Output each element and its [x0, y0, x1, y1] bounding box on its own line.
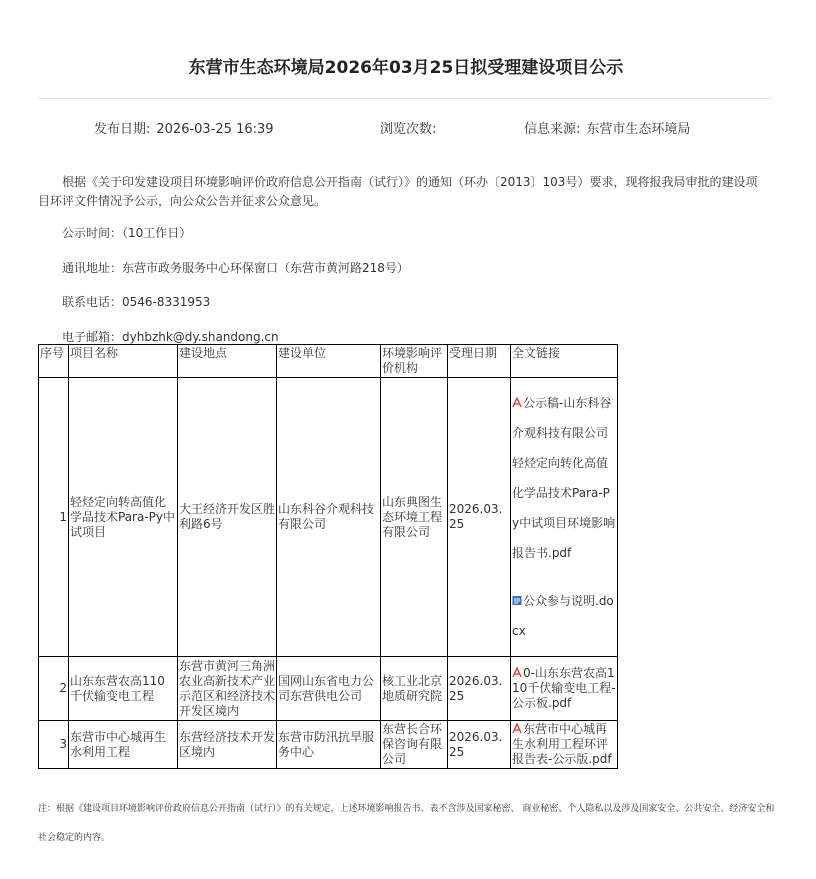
- row-project-name: 轻烃定向转高值化学品技术Para-Py中试项目: [69, 378, 178, 657]
- info-source-value: 东营市生态环境局: [586, 122, 691, 137]
- page-title: 东营市生态环境局2026年03月25日拟受理建设项目公示: [188, 58, 624, 78]
- row-unit: 国网山东省电力公司东营供电公司: [277, 657, 381, 721]
- row-links: [511, 721, 618, 769]
- row-no: 2: [39, 657, 69, 721]
- header-unit: 建设单位: [277, 345, 381, 378]
- title-divider: [38, 98, 772, 99]
- table-header-row: [39, 345, 618, 378]
- header-date: 受理日期: [448, 345, 511, 378]
- info-source-label: 信息来源:: [524, 122, 581, 137]
- footnote: 注：根据《建设项目环境影响评价政府信息公开指南（试行）》的有关规定，上述环境影响报告书、表不含涉及国家秘密、 商业秘密、个人隐私以及涉及国家安全、公共安全、经济安全和社会稳定的内容。: [38, 804, 775, 843]
- table-row: [39, 657, 618, 721]
- row-date: 2026.03.25: [448, 378, 511, 657]
- row-project-name: 山东东营农高110千伏输变电工程: [69, 657, 178, 721]
- contact-phone: 联系电话：0546-8331953: [62, 295, 211, 309]
- row-links: [511, 378, 618, 657]
- attachment-link[interactable]: [512, 388, 616, 568]
- row-location: 东营市黄河三角洲农业高新技术产业示范区和经济技术开发区境内: [178, 657, 277, 721]
- row-agency: 东营长合环保咨询有限公司: [381, 721, 448, 769]
- row-no: 1: [39, 378, 69, 657]
- row-unit: 山东科谷介观科技有限公司: [277, 378, 381, 657]
- intro-paragraph: 根据《关于印发建设项目环境影响评价政府信息公开指南（试行）》的通知（环办〔2013〕103号）要求，现将报我局审批的建设项目环评文件情况予公示，向公众公告并征求公众意见。: [38, 175, 758, 208]
- row-date: 2026.03.25: [448, 657, 511, 721]
- table-row: [39, 721, 618, 769]
- pdf-icon: [512, 667, 522, 678]
- attachment-link-text[interactable]: 0-山东东营农高110千伏输变电工程-公示板.pdf: [512, 666, 616, 710]
- row-agency: 核工业北京地质研究院: [381, 657, 448, 721]
- row-agency: 山东典图生态环境工程有限公司: [381, 378, 448, 657]
- row-location: 东营经济技术开发区境内: [178, 721, 277, 769]
- contact-address: 通讯地址：东营市政务服务中心环保窗口（东营市黄河路218号）: [62, 261, 409, 275]
- header-agency: 环境影响评价机构: [381, 345, 448, 378]
- attachment-link-text[interactable]: 公众参与说明.docx: [512, 594, 614, 638]
- view-count-label: 浏览次数:: [380, 122, 437, 137]
- row-no: 3: [39, 721, 69, 769]
- header-location: 建设地点: [178, 345, 277, 378]
- notice-period: 公示时间：（10工作日）: [62, 226, 192, 240]
- table-row: [39, 378, 618, 657]
- attachment-link-text[interactable]: 公示稿-山东科谷介观科技有限公司轻烃定向转化高值化学品技术Para-Py中试项目环境影响报告书.pdf: [512, 396, 616, 560]
- projects-table: [38, 344, 618, 769]
- contact-email: 电子邮箱：dyhbzhk@dy.shandong.cn: [62, 330, 279, 344]
- publish-date-label: 发布日期:: [94, 122, 151, 137]
- view-count: [380, 121, 436, 139]
- attachment-link-text[interactable]: 东营市中心城再生水利用工程环评报告表-公示版.pdf: [512, 722, 612, 766]
- publish-date: [94, 121, 274, 139]
- row-unit: 东营市防汛抗旱服务中心: [277, 721, 381, 769]
- row-date: 2026.03.25: [448, 721, 511, 769]
- attachment-link[interactable]: [512, 666, 616, 711]
- row-location: 大王经济开发区胜利路6号: [178, 378, 277, 657]
- row-project-name: 东营市中心城再生水利用工程: [69, 721, 178, 769]
- header-project-name: 项目名称: [69, 345, 178, 378]
- attachment-link[interactable]: [512, 586, 616, 646]
- docx-icon: [512, 595, 522, 606]
- publish-date-value: 2026-03-25 16:39: [156, 122, 274, 137]
- pdf-icon: [512, 397, 522, 408]
- link-spacer: [512, 568, 616, 586]
- info-source: [524, 121, 690, 139]
- header-no: 序号: [39, 345, 69, 378]
- attachment-link[interactable]: [512, 722, 616, 767]
- row-links: [511, 657, 618, 721]
- header-links: 全文链接: [511, 345, 618, 378]
- pdf-icon: [512, 723, 522, 734]
